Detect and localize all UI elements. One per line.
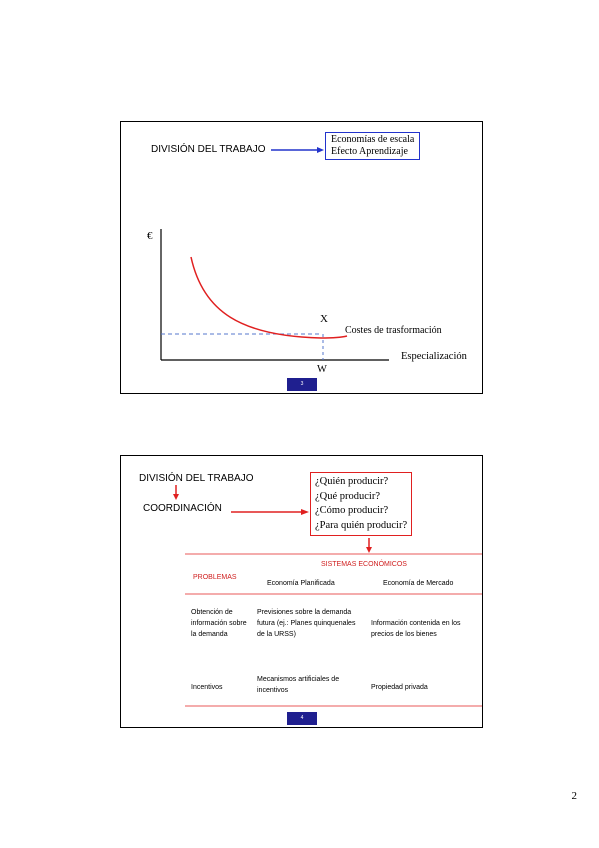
col-header-mercado: Economía de Mercado bbox=[383, 580, 454, 587]
slide1-heading: DIVISIÓN DEL TRABAJO bbox=[151, 144, 266, 155]
row2-planned: Mecanismos artificiales de incentivos bbox=[257, 676, 340, 694]
slide2-page-badge: 4 bbox=[287, 712, 317, 725]
slide-coordinacion bbox=[120, 455, 483, 728]
box-down-arrow-head bbox=[366, 547, 372, 553]
row1-market: Información contenida en los precios de los bienes bbox=[371, 620, 461, 638]
red-arrow-head bbox=[301, 509, 309, 515]
row1-planned: Previsiones sobre la demanda futura (ej.: Planes quinquenales de la URSS) bbox=[257, 609, 356, 638]
slide-division-trabajo bbox=[120, 121, 483, 394]
slide1-box bbox=[325, 132, 420, 160]
row1-problem: Obtención de información sobre la demanda bbox=[191, 609, 247, 638]
page-number: 2 bbox=[571, 790, 577, 802]
col-header-planificada: Economía Planificada bbox=[267, 580, 335, 587]
euro-axis-label: € bbox=[147, 230, 153, 242]
slide2-question-box bbox=[310, 472, 412, 536]
question-como: ¿Cómo producir? bbox=[315, 505, 389, 516]
row2-problem: Incentivos bbox=[191, 684, 223, 691]
question-para-quien: ¿Para quién producir? bbox=[315, 519, 408, 531]
box-line-economias: Economías de escala bbox=[331, 134, 415, 145]
w-mark-label: W bbox=[317, 364, 327, 375]
sistemas-economicos-title: SISTEMAS ECONÓMICOS bbox=[321, 561, 407, 568]
question-quien: ¿Quién producir? bbox=[315, 476, 389, 487]
cost-curve bbox=[191, 257, 347, 338]
slide2-heading-division: DIVISIÓN DEL TRABAJO bbox=[139, 473, 254, 484]
down-arrow-head bbox=[173, 494, 179, 500]
point-x-label: X bbox=[320, 313, 328, 325]
blue-arrow-head bbox=[317, 147, 324, 153]
slide2-heading-coordinacion: COORDINACIÓN bbox=[143, 503, 222, 514]
box-line-efecto: Efecto Aprendizaje bbox=[331, 146, 408, 157]
x-axis-label: Especialización bbox=[401, 351, 467, 362]
slide1-page-badge: 3 bbox=[287, 378, 317, 391]
problemas-header: PROBLEMAS bbox=[193, 574, 237, 581]
question-que: ¿Qué producir? bbox=[315, 490, 381, 502]
curve-label: Costes de trasformación bbox=[345, 325, 442, 336]
row2-market: Propiedad privada bbox=[371, 684, 428, 691]
